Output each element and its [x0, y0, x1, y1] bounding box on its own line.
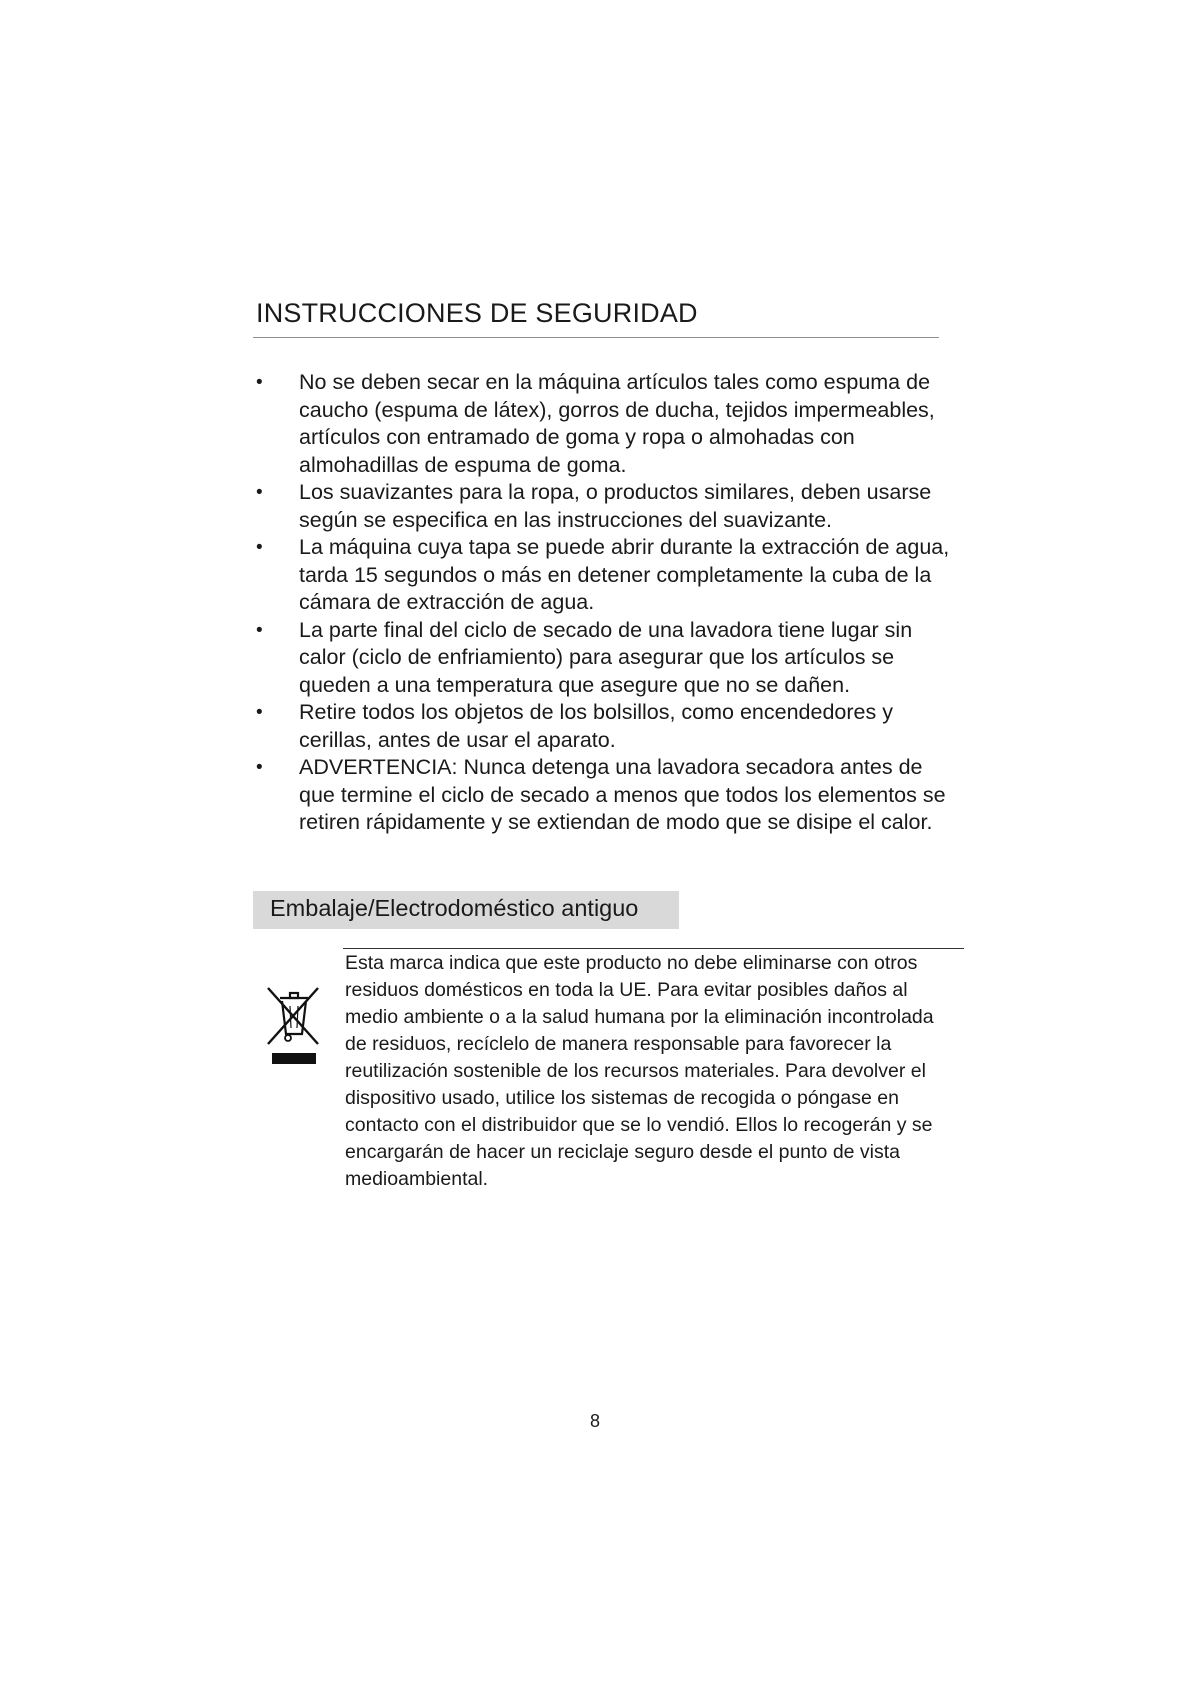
weee-crossed-bin-icon — [266, 984, 326, 1066]
bullet-icon: • — [256, 537, 263, 558]
disposal-paragraph: Esta marca indica que este producto no debe eliminarse con otros residuos domésticos en toda la UE. Para evitar posibles daños al medio ambiente o a la salud humana por la eliminación incontrolada de residuos, recíclelo de manera responsable para favorecer la reutilización sostenible de los recursos materiales. Para devolver el dispositivo usado, utilice los sistemas de recogida o póngase en contacto con el distribuidor que se lo vendió. Ellos lo recogerán y se encargarán de hacer un reciclaje seguro desde el punto de vista medioambiental. — [345, 952, 934, 1190]
list-item — [253, 617, 953, 700]
list-item-text: No se deben secar en la máquina artículos tales como espuma de caucho (espuma de látex), gorros de ducha, tejidos impermeables, artículos con entramado de goma y ropa o almohadas con almohadillas de espuma de goma. — [299, 370, 935, 477]
list-item — [253, 369, 953, 479]
safety-instructions-list — [253, 369, 953, 837]
page-title: INSTRUCCIONES DE SEGURIDAD — [256, 298, 698, 328]
bullet-icon: • — [256, 482, 263, 503]
list-item-text: ADVERTENCIA: Nunca detenga una lavadora secadora antes de que termine el ciclo de secado a menos que todos los elementos se retiren rápidamente y se extiendan de modo que se disipe el calor. — [299, 755, 946, 834]
title-divider — [253, 337, 939, 338]
list-item — [253, 754, 953, 837]
bullet-icon: • — [256, 619, 263, 641]
list-item-text: La parte final del ciclo de secado de una lavadora tiene lugar sin calor (ciclo de enfriamiento) para asegurar que los artículos se queden a una temperatura que asegure que no se dañen. — [299, 617, 913, 697]
list-item — [253, 479, 953, 534]
disposal-divider — [343, 948, 964, 949]
list-item-text: Retire todos los objetos de los bolsillos, como encendedores y cerillas, antes de usar el aparato. — [299, 700, 893, 752]
page-number: 8 — [589, 1411, 600, 1431]
section-title: Embalaje/Electrodoméstico antiguo — [270, 895, 639, 921]
list-item — [253, 699, 953, 754]
list-item-text: La máquina cuya tapa se puede abrir durante la extracción de agua, tarda 15 segundos o más en detener completamente la cuba de la cámara de extracción de agua. — [299, 535, 950, 614]
bullet-icon: • — [256, 372, 263, 393]
bullet-icon: • — [256, 702, 263, 723]
list-item — [253, 534, 953, 617]
list-item-text: Los suavizantes para la ropa, o productos similares, deben usarse según se especifica en las instrucciones del suavizante. — [299, 480, 932, 532]
bullet-icon: • — [256, 757, 263, 778]
